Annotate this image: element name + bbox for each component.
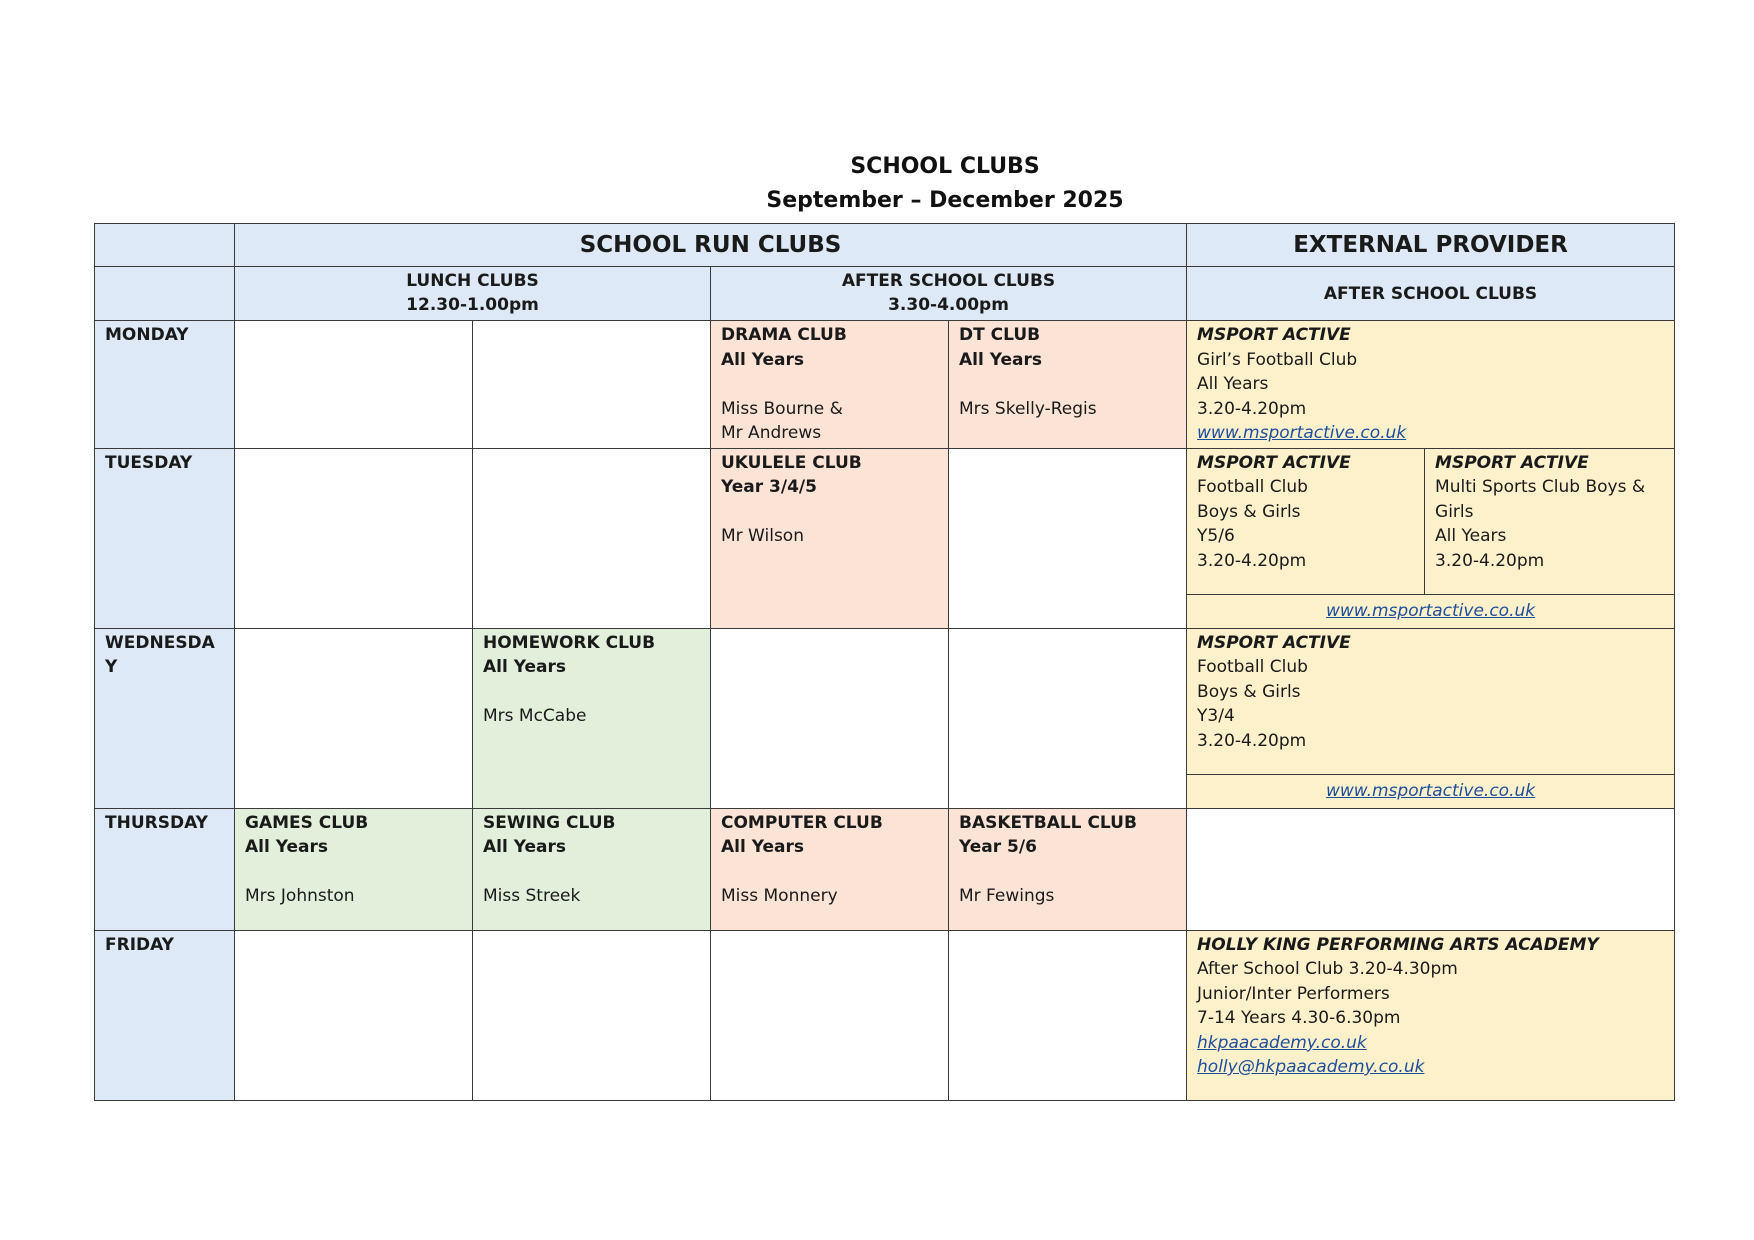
club-name: COMPUTER CLUB bbox=[721, 812, 883, 833]
corner-subheader-cell bbox=[95, 267, 235, 321]
club-time: 3.20-4.20pm bbox=[1197, 550, 1307, 571]
provider-link[interactable]: www.msportactive.co.uk bbox=[1325, 600, 1536, 621]
club-detail: After School Club 3.20-4.30pm bbox=[1197, 959, 1458, 979]
after-school-clubs-time: 3.30-4.00pm bbox=[888, 295, 1009, 315]
monday-dt-club bbox=[949, 321, 1187, 449]
tuesday-after-school-2 bbox=[949, 448, 1187, 628]
provider-name: HOLLY KING PERFORMING ARTS ACADEMY bbox=[1197, 934, 1599, 955]
thursday-basketball-club bbox=[949, 808, 1187, 930]
club-name: UKULELE CLUB bbox=[721, 452, 862, 473]
day-tuesday: TUESDAY bbox=[95, 448, 235, 628]
club-years: All Years bbox=[1197, 374, 1269, 394]
thursday-sewing-club bbox=[473, 808, 711, 930]
page-subtitle: September – December 2025 bbox=[766, 188, 1124, 213]
club-name: GAMES CLUB bbox=[245, 812, 369, 833]
monday-external-club bbox=[1187, 321, 1675, 449]
club-name: DT CLUB bbox=[959, 325, 1041, 345]
club-staff: Mr Wilson bbox=[721, 526, 804, 546]
club-years: All Years bbox=[483, 837, 566, 857]
lunch-clubs-time: 12.30-1.00pm bbox=[406, 295, 539, 315]
club-name: BASKETBALL CLUB bbox=[959, 812, 1137, 833]
club-staff: Miss Monnery bbox=[721, 886, 838, 906]
club-staff: Mrs Johnston bbox=[245, 886, 355, 906]
provider-link[interactable]: www.msportactive.co.uk bbox=[1325, 780, 1536, 801]
club-years: All Years bbox=[721, 349, 804, 370]
provider-name: MSPORT ACTIVE bbox=[1197, 452, 1351, 473]
day-wednesday: WEDNESDAY bbox=[95, 628, 235, 808]
wednesday-after-school-1 bbox=[711, 628, 949, 808]
club-name: Football Club bbox=[1197, 477, 1308, 497]
club-name: Girl’s Football Club bbox=[1197, 349, 1358, 370]
club-name: HOMEWORK CLUB bbox=[483, 632, 656, 653]
provider-name: MSPORT ACTIVE bbox=[1435, 452, 1589, 473]
title-block bbox=[0, 150, 1754, 218]
monday-lunch-2 bbox=[473, 321, 711, 449]
page-title: SCHOOL CLUBS bbox=[850, 154, 1040, 179]
tuesday-ukulele-club bbox=[711, 448, 949, 628]
friday-after-school-1 bbox=[711, 930, 949, 1100]
club-years: All Years bbox=[245, 837, 328, 857]
club-detail: Junior/Inter Performers bbox=[1197, 983, 1390, 1004]
wednesday-external-link-cell bbox=[1187, 774, 1675, 808]
club-years: All Years bbox=[959, 349, 1042, 370]
club-years: Year 5/6 bbox=[959, 837, 1037, 857]
club-staff: Mrs Skelly-Regis bbox=[959, 398, 1097, 419]
after-school-clubs-label: AFTER SCHOOL CLUBS bbox=[841, 271, 1056, 291]
club-years: Y3/4 bbox=[1197, 706, 1235, 726]
club-staff: Miss Streek bbox=[483, 886, 581, 906]
club-time: 3.20-4.20pm bbox=[1197, 730, 1307, 751]
thursday-games-club bbox=[235, 808, 473, 930]
club-staff: Mr Fewings bbox=[959, 886, 1055, 906]
club-group: Boys & Girls bbox=[1197, 501, 1301, 522]
day-friday: FRIDAY bbox=[95, 930, 235, 1100]
monday-lunch-1 bbox=[235, 321, 473, 449]
tuesday-external-club-b bbox=[1425, 448, 1675, 594]
friday-external-club bbox=[1187, 930, 1675, 1100]
friday-lunch-1 bbox=[235, 930, 473, 1100]
wednesday-homework-club bbox=[473, 628, 711, 808]
thursday-computer-club bbox=[711, 808, 949, 930]
club-staff: Mrs McCabe bbox=[483, 706, 587, 726]
club-name: DRAMA CLUB bbox=[721, 325, 847, 345]
after-school-clubs-header bbox=[711, 267, 1187, 321]
monday-drama-club bbox=[711, 321, 949, 449]
club-name: Multi Sports Club Boys & Girls bbox=[1435, 477, 1646, 522]
club-time: 3.20-4.20pm bbox=[1435, 550, 1545, 571]
club-years: Year 3/4/5 bbox=[721, 477, 817, 497]
club-detail: 7-14 Years 4.30-6.30pm bbox=[1197, 1008, 1401, 1028]
club-time: 3.20-4.20pm bbox=[1197, 398, 1307, 419]
corner-header-cell bbox=[95, 224, 235, 267]
friday-lunch-2 bbox=[473, 930, 711, 1100]
tuesday-external-club-a bbox=[1187, 448, 1425, 594]
lunch-clubs-header bbox=[235, 267, 711, 321]
school-run-clubs-header: SCHOOL RUN CLUBS bbox=[235, 224, 1187, 267]
club-staff: Miss Bourne & bbox=[721, 398, 843, 419]
tuesday-lunch-1 bbox=[235, 448, 473, 628]
wednesday-after-school-2 bbox=[949, 628, 1187, 808]
club-years: All Years bbox=[721, 837, 804, 857]
tuesday-external-link-cell bbox=[1187, 594, 1675, 628]
club-years: Y5/6 bbox=[1197, 526, 1235, 546]
day-thursday: THURSDAY bbox=[95, 808, 235, 930]
club-years: All Years bbox=[1435, 526, 1507, 546]
lunch-clubs-label: LUNCH CLUBS bbox=[406, 271, 539, 291]
club-staff: Mr Andrews bbox=[721, 423, 822, 443]
tuesday-lunch-2 bbox=[473, 448, 711, 628]
wednesday-lunch-1 bbox=[235, 628, 473, 808]
day-monday: MONDAY bbox=[95, 321, 235, 449]
external-after-school-header: AFTER SCHOOL CLUBS bbox=[1187, 267, 1675, 321]
provider-website-link[interactable]: hkpaacademy.co.uk bbox=[1197, 1032, 1367, 1053]
provider-email-link[interactable]: holly@hkpaacademy.co.uk bbox=[1197, 1057, 1425, 1077]
friday-after-school-2 bbox=[949, 930, 1187, 1100]
clubs-timetable bbox=[94, 223, 1675, 1101]
wednesday-external-club bbox=[1187, 628, 1675, 774]
provider-link[interactable]: www.msportactive.co.uk bbox=[1197, 423, 1407, 443]
club-years: All Years bbox=[483, 657, 566, 677]
external-provider-header: EXTERNAL PROVIDER bbox=[1187, 224, 1675, 267]
club-name: Football Club bbox=[1197, 657, 1308, 677]
provider-name: MSPORT ACTIVE bbox=[1197, 325, 1351, 345]
club-name: SEWING CLUB bbox=[483, 812, 616, 833]
club-group: Boys & Girls bbox=[1197, 681, 1301, 702]
provider-name: MSPORT ACTIVE bbox=[1197, 632, 1351, 653]
thursday-external-empty bbox=[1187, 808, 1675, 930]
